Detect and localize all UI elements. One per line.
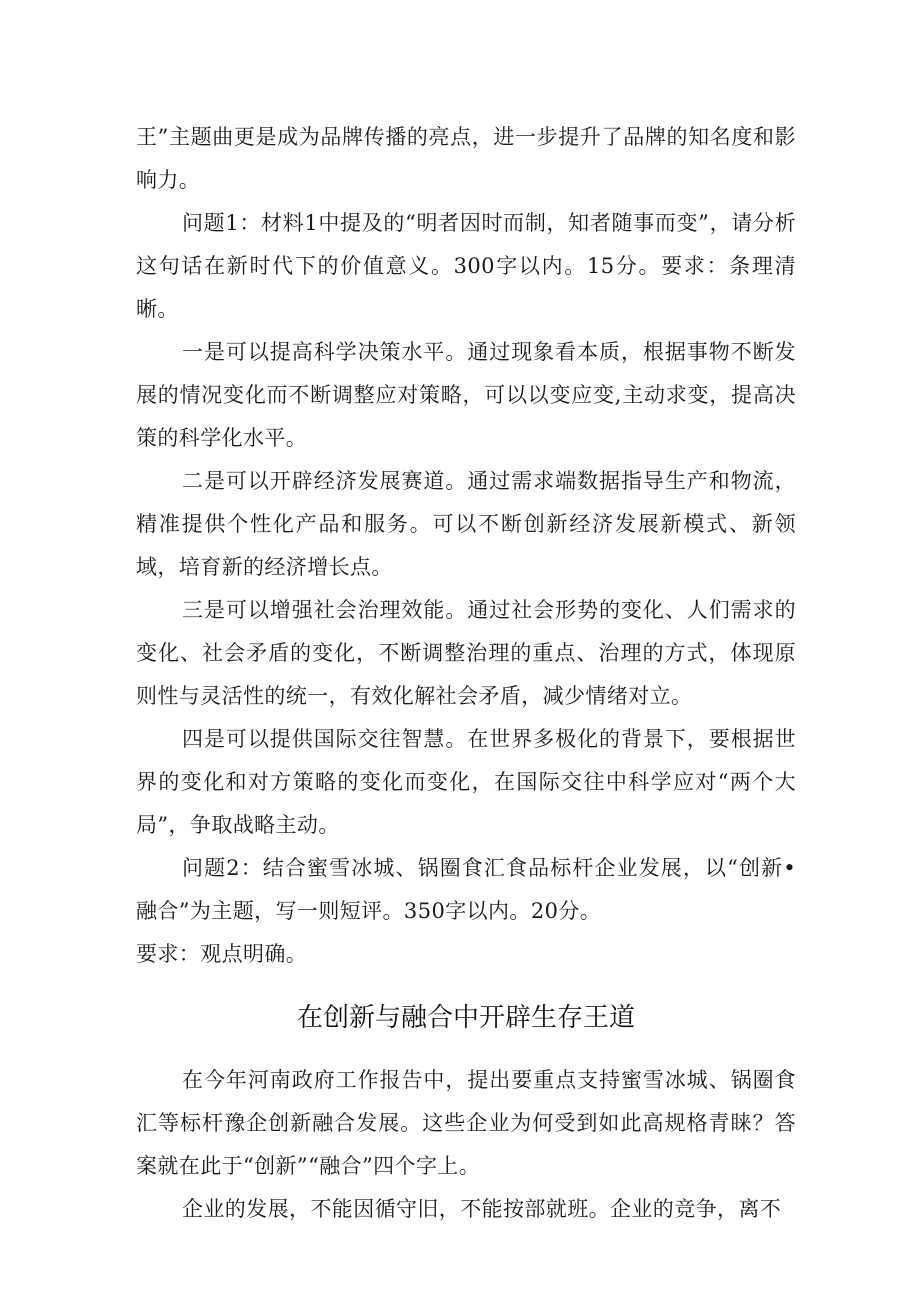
paragraph-answer-point-1: 一是可以提高科学决策水平。通过现象看本质，根据事物不断发展的情况变化而不断调整应对策略，可以以变应变,主动求变，提高决策的科学化水平。 <box>136 340 796 450</box>
paragraph-question-2: 问题2：结合蜜雪冰城、锅圈食汇食品标杆企业发展，以“创新•融合”为主题，写一则短评。350字以内。20分。 <box>136 856 796 923</box>
essay-paragraph-2: 企业的发展，不能因循守旧，不能按部就班。企业的竞争，离不 <box>182 1197 782 1221</box>
paragraph-requirement: 要求：观点明确。 <box>136 942 308 966</box>
paragraph-answer-point-4: 四是可以提供国际交往智慧。在世界多极化的背景下，要根据世界的变化和对方策略的变化而变化，在国际交往中科学应对“两个大局”，争取战略主动。 <box>136 727 796 837</box>
essay-title: 在创新与融合中开辟生存王道 <box>296 1003 635 1033</box>
document-body <box>136 116 796 1231</box>
paragraph-answer-point-3: 三是可以增强社会治理效能。通过社会形势的变化、人们需求的变化、社会矛盾的变化，不断调整治理的重点、治理的方式，体现原则性与灵活性的统一，有效化解社会矛盾，减少情绪对立。 <box>136 598 796 708</box>
paragraph-continuation: 王”主题曲更是成为品牌传播的亮点，进一步提升了品牌的知名度和影响力。 <box>136 125 796 192</box>
paragraph-question-1: 问题1：材料1中提及的“明者因时而制，知者随事而变”，请分析这句话在新时代下的价值意义。300字以内。15分。要求：条理清晰。 <box>136 211 796 321</box>
paragraph-answer-point-2: 二是可以开辟经济发展赛道。通过需求端数据指导生产和物流，精准提供个性化产品和服务。可以不断创新经济发展新模式、新领域，培育新的经济增长点。 <box>136 469 796 579</box>
essay-paragraph-1: 在今年河南政府工作报告中，提出要重点支持蜜雪冰城、锅圈食汇等标杆豫企创新融合发展。这些企业为何受到如此高规格青睐？答案就在此于“创新”“融合”四个字上。 <box>136 1068 796 1178</box>
